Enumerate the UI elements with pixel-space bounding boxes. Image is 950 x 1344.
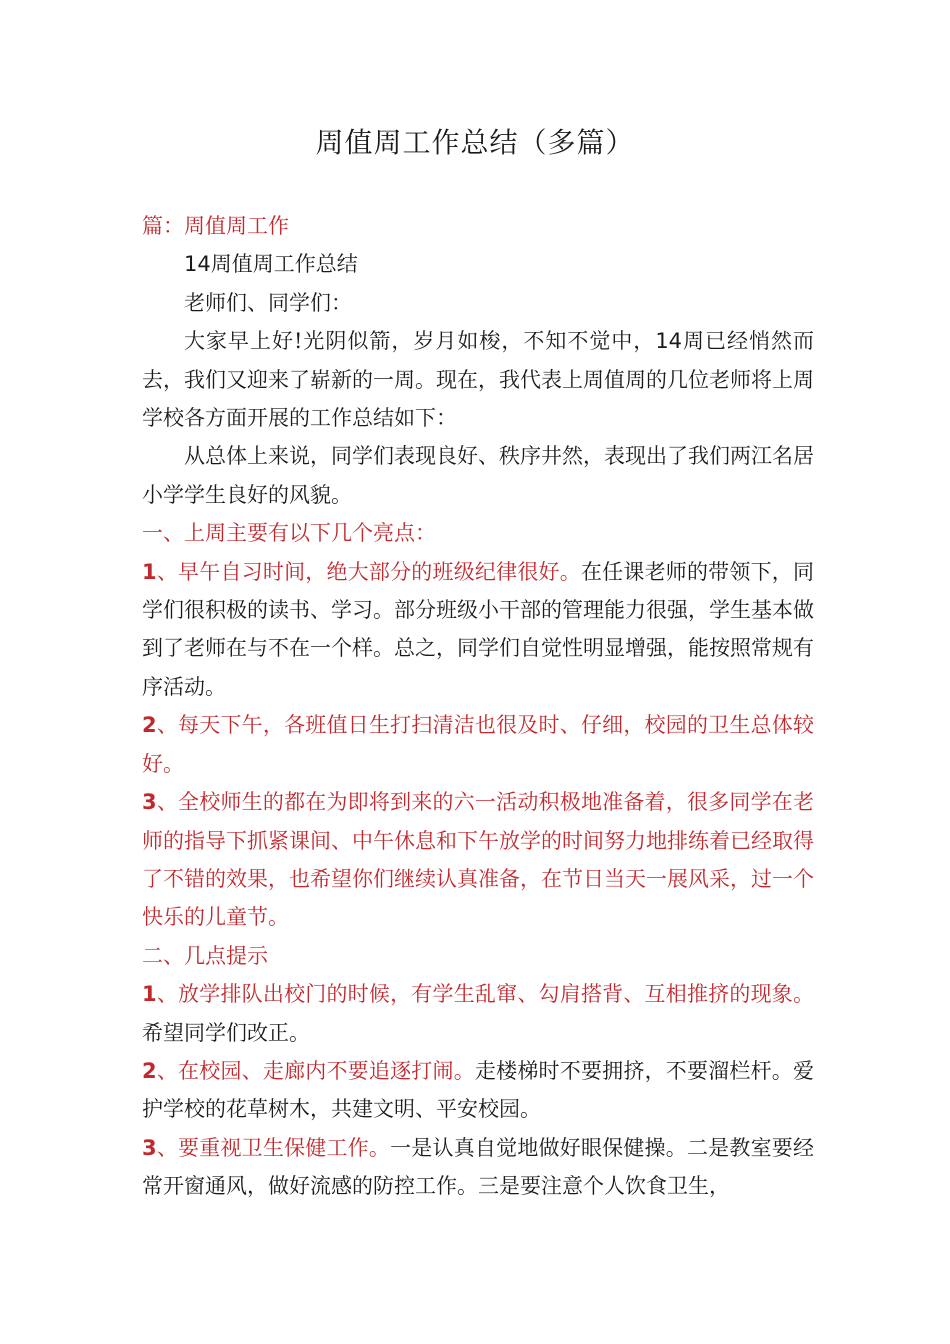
highlight-item-1 <box>142 553 814 707</box>
highlight-number: 1 <box>142 559 157 584</box>
intro-number: 14 <box>655 329 683 354</box>
highlight-number: 3 <box>142 790 157 815</box>
document-title: 周值周工作总结（多篇） <box>315 126 635 159</box>
tip-text: 走楼梯时不要拥挤，不要溜栏杆。爱护学校的花草树木，共建文明、平安校园。 <box>142 1058 815 1122</box>
subtitle-number: 14 <box>184 252 211 277</box>
tip-text: 希望同学们改正。 <box>142 1020 310 1045</box>
tip-item-3 <box>142 1129 814 1206</box>
tip-red-text: 、在校园、走廊内不要追逐打闹。 <box>156 1058 475 1083</box>
subtitle-text: 周值周工作总结 <box>210 252 358 277</box>
highlight-item-3 <box>142 783 814 937</box>
highlight-red-text: 、早午自习时间，绝大部分的班级纪律很好。 <box>156 559 581 584</box>
tip-item-1 <box>142 975 814 1052</box>
highlight-number: 2 <box>142 713 157 738</box>
highlight-red-text: 、每天下午，各班值日生打扫清洁也很及时、仔细，校园的卫生总体较好。 <box>142 713 814 776</box>
highlights-heading: 一、上周主要有以下几个亮点： <box>142 521 436 546</box>
tip-number: 2 <box>142 1058 157 1083</box>
highlight-red-text: 、全校师生的都在为即将到来的六一活动积极地准备着，很多同学在老师的指导下抓紧课间、中午休息和下午放学的时间努力地排练着已经取得了不错的效果，也希望你们继续认真准备，在节日当天一展风采，过一个快乐的儿童节。 <box>142 790 814 930</box>
document-body <box>142 207 814 1206</box>
tip-text: 一是认真自觉地做好眼保健操。二是教室要经常开窗通风，做好流感的防控工作。三是要注意个人饮食卫生， <box>142 1135 814 1199</box>
salutation: 老师们、同学们： <box>184 290 352 315</box>
tip-red-text: 、要重视卫生保健工作。 <box>156 1135 391 1160</box>
tip-item-2 <box>142 1052 814 1129</box>
tip-number: 3 <box>142 1135 157 1160</box>
highlight-text: 在任课老师的带领下，同学们很积极的读书、学习。部分班级小干部的管理能力很强，学生基本做到了老师在与不在一个样。总之，同学们自觉性明显增强，能按照常规有序活动。 <box>142 559 815 699</box>
highlight-item-2 <box>142 706 814 783</box>
overview-paragraph: 从总体上来说，同学们表现良好、秩序井然，表现出了我们两江名居小学学生良好的风貌。 <box>142 444 814 507</box>
tip-red-text: 、放学排队出校门的时候，有学生乱窜、勾肩搭背、互相推挤的现象。 <box>156 982 814 1007</box>
tips-heading: 二、几点提示 <box>142 943 268 968</box>
intro-text-a: 大家早上好!光阴似箭，岁月如梭，不知不觉中， <box>184 329 656 354</box>
intro-paragraph <box>142 322 814 437</box>
tip-number: 1 <box>142 982 157 1007</box>
subtitle-line <box>142 245 814 283</box>
intro-text-b: 周已经悄然而去，我们又迎来了崭新的一周。现在，我代表上周值周的几位老师将上周学校各方面开展的工作总结如下： <box>142 329 815 431</box>
section-heading: 篇：周值周工作 <box>142 214 289 238</box>
